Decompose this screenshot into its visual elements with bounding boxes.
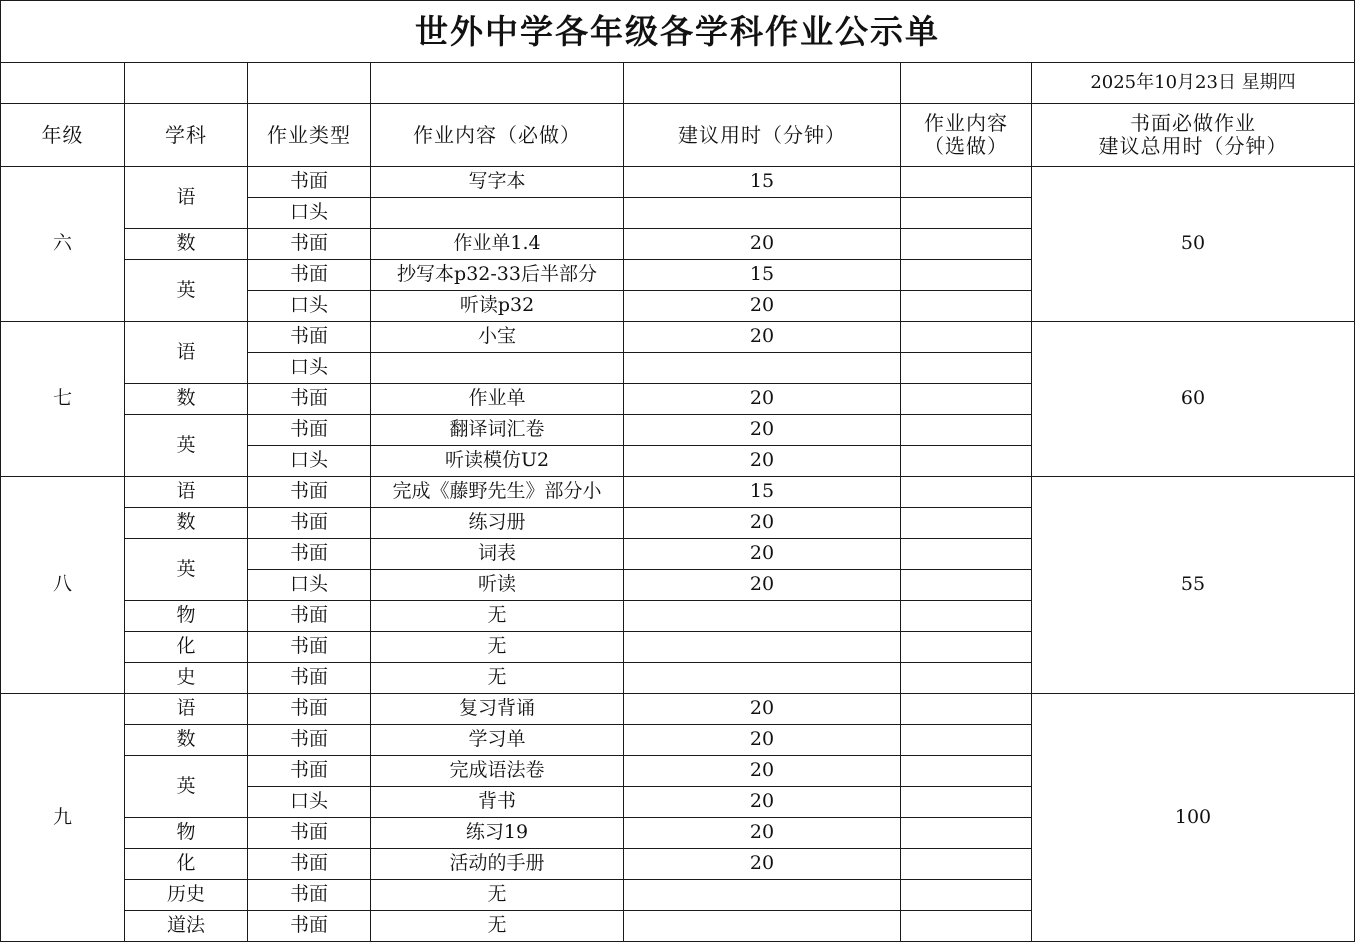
homework-type-cell: 书面 — [248, 601, 371, 632]
subject-cell: 化 — [125, 849, 248, 880]
table-row — [1, 694, 1355, 725]
suggested-time-cell: 20 — [624, 291, 901, 322]
homework-content-cell: 练习册 — [371, 508, 624, 539]
homework-content-cell: 无 — [371, 663, 624, 694]
blank-cell — [248, 63, 371, 104]
subject-cell: 物 — [125, 818, 248, 849]
suggested-time-cell — [624, 632, 901, 663]
grade-cell: 七 — [1, 322, 125, 477]
homework-type-cell: 书面 — [248, 539, 371, 570]
subject-cell: 数 — [125, 508, 248, 539]
table-row — [1, 477, 1355, 508]
blank-cell — [125, 63, 248, 104]
homework-content-cell: 学习单 — [371, 725, 624, 756]
optional-content-cell — [901, 353, 1032, 384]
header-type: 作业类型 — [248, 104, 371, 167]
blank-cell — [624, 63, 901, 104]
homework-content-cell: 无 — [371, 911, 624, 942]
subject-cell: 数 — [125, 725, 248, 756]
optional-content-cell — [901, 508, 1032, 539]
homework-content-cell: 复习背诵 — [371, 694, 624, 725]
subject-cell: 英 — [125, 539, 248, 601]
homework-type-cell: 书面 — [248, 756, 371, 787]
header-content: 作业内容（必做） — [371, 104, 624, 167]
homework-type-cell: 书面 — [248, 229, 371, 260]
homework-content-cell: 完成《藤野先生》部分小 — [371, 477, 624, 508]
subject-cell: 英 — [125, 756, 248, 818]
homework-type-cell: 书面 — [248, 694, 371, 725]
homework-content-cell: 背书 — [371, 787, 624, 818]
suggested-time-cell — [624, 198, 901, 229]
blank-cell — [1, 63, 125, 104]
suggested-time-cell: 20 — [624, 322, 901, 353]
homework-content-cell — [371, 353, 624, 384]
optional-content-cell — [901, 384, 1032, 415]
suggested-time-cell: 15 — [624, 260, 901, 291]
total-time-cell: 100 — [1032, 694, 1355, 942]
optional-content-cell — [901, 849, 1032, 880]
subject-cell: 历史 — [125, 880, 248, 911]
subject-cell: 英 — [125, 415, 248, 477]
header-total-time — [1032, 104, 1355, 167]
optional-content-cell — [901, 725, 1032, 756]
homework-content-cell: 练习19 — [371, 818, 624, 849]
homework-type-cell: 口头 — [248, 446, 371, 477]
subject-cell: 物 — [125, 601, 248, 632]
total-time-cell: 50 — [1032, 167, 1355, 322]
optional-content-cell — [901, 694, 1032, 725]
subject-cell: 英 — [125, 260, 248, 322]
homework-type-cell: 书面 — [248, 725, 371, 756]
homework-type-cell: 书面 — [248, 663, 371, 694]
suggested-time-cell: 20 — [624, 446, 901, 477]
homework-type-cell: 书面 — [248, 849, 371, 880]
table-row — [1, 167, 1355, 198]
suggested-time-cell: 20 — [624, 694, 901, 725]
optional-content-cell — [901, 663, 1032, 694]
homework-content-cell: 写字本 — [371, 167, 624, 198]
suggested-time-cell — [624, 353, 901, 384]
optional-content-cell — [901, 818, 1032, 849]
subject-cell: 数 — [125, 229, 248, 260]
header-total-line1: 书面必做作业 — [1130, 111, 1256, 135]
total-time-cell: 60 — [1032, 322, 1355, 477]
optional-content-cell — [901, 446, 1032, 477]
optional-content-cell — [901, 322, 1032, 353]
suggested-time-cell: 20 — [624, 818, 901, 849]
optional-content-cell — [901, 415, 1032, 446]
suggested-time-cell: 20 — [624, 539, 901, 570]
optional-content-cell — [901, 570, 1032, 601]
optional-content-cell — [901, 601, 1032, 632]
suggested-time-cell — [624, 880, 901, 911]
suggested-time-cell: 15 — [624, 477, 901, 508]
homework-type-cell: 口头 — [248, 291, 371, 322]
suggested-time-cell: 20 — [624, 849, 901, 880]
suggested-time-cell: 20 — [624, 787, 901, 818]
suggested-time-cell — [624, 663, 901, 694]
optional-content-cell — [901, 198, 1032, 229]
optional-content-cell — [901, 477, 1032, 508]
homework-type-cell: 口头 — [248, 198, 371, 229]
suggested-time-cell: 20 — [624, 756, 901, 787]
homework-content-cell: 词表 — [371, 539, 624, 570]
optional-content-cell — [901, 291, 1032, 322]
homework-type-cell: 书面 — [248, 384, 371, 415]
suggested-time-cell: 20 — [624, 570, 901, 601]
homework-content-cell: 听读模仿U2 — [371, 446, 624, 477]
homework-content-cell: 作业单 — [371, 384, 624, 415]
grade-cell: 八 — [1, 477, 125, 694]
suggested-time-cell: 20 — [624, 725, 901, 756]
subject-cell: 化 — [125, 632, 248, 663]
homework-type-cell: 口头 — [248, 353, 371, 384]
homework-type-cell: 书面 — [248, 167, 371, 198]
homework-type-cell: 书面 — [248, 911, 371, 942]
homework-content-cell: 翻译词汇卷 — [371, 415, 624, 446]
suggested-time-cell: 15 — [624, 167, 901, 198]
optional-content-cell — [901, 911, 1032, 942]
optional-content-cell — [901, 787, 1032, 818]
homework-content-cell: 听读p32 — [371, 291, 624, 322]
homework-type-cell: 口头 — [248, 570, 371, 601]
header-time: 建议用时（分钟） — [624, 104, 901, 167]
homework-content-cell: 听读 — [371, 570, 624, 601]
optional-content-cell — [901, 539, 1032, 570]
optional-content-cell — [901, 167, 1032, 198]
blank-cell — [371, 63, 624, 104]
homework-type-cell: 书面 — [248, 322, 371, 353]
total-time-cell: 55 — [1032, 477, 1355, 694]
homework-type-cell: 书面 — [248, 632, 371, 663]
suggested-time-cell — [624, 911, 901, 942]
subject-cell: 语 — [125, 694, 248, 725]
grade-cell: 六 — [1, 167, 125, 322]
optional-content-cell — [901, 880, 1032, 911]
subject-cell: 道法 — [125, 911, 248, 942]
optional-content-cell — [901, 756, 1032, 787]
subject-cell: 史 — [125, 663, 248, 694]
homework-type-cell: 书面 — [248, 260, 371, 291]
homework-content-cell: 无 — [371, 880, 624, 911]
homework-type-cell: 书面 — [248, 508, 371, 539]
homework-content-cell: 无 — [371, 601, 624, 632]
homework-content-cell: 活动的手册 — [371, 849, 624, 880]
homework-content-cell: 抄写本p32-33后半部分 — [371, 260, 624, 291]
homework-content-cell: 作业单1.4 — [371, 229, 624, 260]
grade-cell: 九 — [1, 694, 125, 942]
header-optional — [901, 104, 1032, 167]
homework-content-cell: 完成语法卷 — [371, 756, 624, 787]
homework-type-cell: 书面 — [248, 477, 371, 508]
homework-content-cell — [371, 198, 624, 229]
sheet-title: 世外中学各年级各学科作业公示单 — [1, 1, 1355, 63]
subject-cell: 语 — [125, 322, 248, 384]
optional-content-cell — [901, 229, 1032, 260]
subject-cell: 数 — [125, 384, 248, 415]
homework-type-cell: 书面 — [248, 818, 371, 849]
optional-content-cell — [901, 260, 1032, 291]
homework-type-cell: 书面 — [248, 415, 371, 446]
suggested-time-cell: 20 — [624, 384, 901, 415]
suggested-time-cell: 20 — [624, 415, 901, 446]
header-total-line2: 建议总用时（分钟） — [1098, 134, 1288, 158]
header-optional-line1: 作业内容 — [924, 111, 1008, 135]
subject-cell: 语 — [125, 167, 248, 229]
suggested-time-cell — [624, 601, 901, 632]
subject-cell: 语 — [125, 477, 248, 508]
table-row — [1, 322, 1355, 353]
header-grade: 年级 — [1, 104, 125, 167]
homework-content-cell: 小宝 — [371, 322, 624, 353]
homework-type-cell: 书面 — [248, 880, 371, 911]
optional-content-cell — [901, 632, 1032, 663]
homework-content-cell: 无 — [371, 632, 624, 663]
header-optional-line2: （选做） — [924, 134, 1008, 158]
homework-type-cell: 口头 — [248, 787, 371, 818]
suggested-time-cell: 20 — [624, 229, 901, 260]
blank-cell — [901, 63, 1032, 104]
suggested-time-cell: 20 — [624, 508, 901, 539]
date-label: 2025年10月23日 星期四 — [1032, 63, 1355, 104]
header-subject: 学科 — [125, 104, 248, 167]
